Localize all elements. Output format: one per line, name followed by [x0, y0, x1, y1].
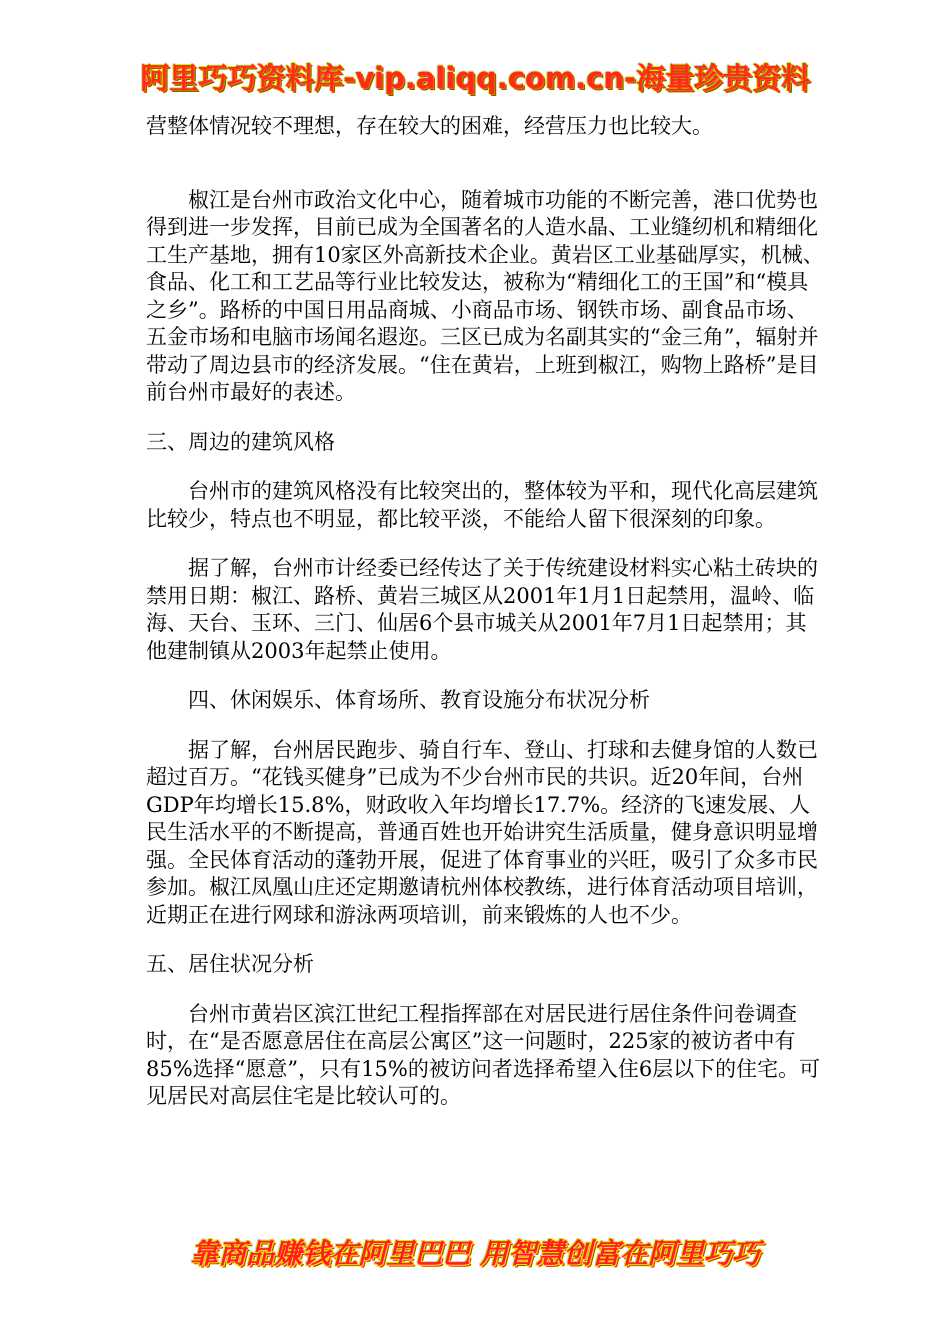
section-heading-housing: 五、居住状况分析: [146, 952, 314, 976]
paragraph-brick-ban: 据了解，台州市计经委已经传达了关于传统建设材料实心粘土砖块的禁用日期：椒江、路桥、黄岩三城区从2001年1月1日起禁用，温岭、临海、天台、玉环、三门、仙居6个县市城关从2001年7月1日起禁用；其他建制镇从2003年起禁止使用。: [146, 556, 818, 663]
paragraph-continuation: 营整体情况较不理想，存在较大的困难，经营压力也比较大。: [146, 114, 713, 138]
header-banner: 阿里巧巧资料库-vip.aliqq.com.cn-海量珍贵资料: [140, 61, 810, 95]
section-heading-leisure: 四、休闲娱乐、体育场所、教育设施分布状况分析: [188, 688, 650, 712]
footer-banner: 靠商品赚钱在阿里巴巴 用智慧创富在阿里巧巧: [190, 1237, 760, 1270]
paragraph-architecture: 台州市的建筑风格没有比较突出的，整体较为平和，现代化高层建筑比较少，特点也不明显，都比较平淡，不能给人留下很深刻的印象。: [146, 479, 818, 531]
paragraph-cities: 椒江是台州市政治文化中心，随着城市功能的不断完善，港口优势也得到进一步发挥，目前已成为全国著名的人造水晶、工业缝纫机和精细化工生产基地，拥有10家区外高新技术企业。黄岩区工业基础厚实，机械、食品、化工和工艺品等行业比较发达，被称为“精细化工的王国”和“模具之乡”。路桥的中国日用品商城、小商品市场、钢铁市场、副食品市场、五金市场和电脑市场闻名遐迩。三区已成为名副其实的“金三角”，辐射并带动了周边县市的经济发展。“住在黄岩，上班到椒江，购物上路桥”是目前台州市最好的表述。: [146, 187, 824, 404]
section-heading-architecture: 三、周边的建筑风格: [146, 429, 335, 454]
document-body: [146, 113, 826, 1111]
paragraph-housing: 台州市黄岩区滨江世纪工程指挥部在对居民进行居住条件问卷调查时，在“是否愿意居住在高层公寓区”这一问题时，225家的被访者中有85%选择“愿意”，只有15%的被访问者选择希望入住6层以下的住宅。可见居民对高层住宅是比较认可的。: [146, 1001, 821, 1108]
paragraph-fitness: 据了解，台州居民跑步、骑自行车、登山、打球和去健身馆的人数已超过百万。“花钱买健身”已成为不少台州市民的共识。近20年间，台州GDP年均增长15.8%，财政收入年均增长17.7%。经济的飞速发展、人民生活水平的不断提高，普通百姓也开始讲究生活质量，健身意识明显增强。全民体育活动的蓬勃开展，促进了体育事业的兴旺，吸引了众多市民参加。椒江凤凰山庄还定期邀请杭州体校教练，进行体育活动项目培训，近期正在进行网球和游泳两项培训，前来锻炼的人也不少。: [146, 737, 818, 927]
